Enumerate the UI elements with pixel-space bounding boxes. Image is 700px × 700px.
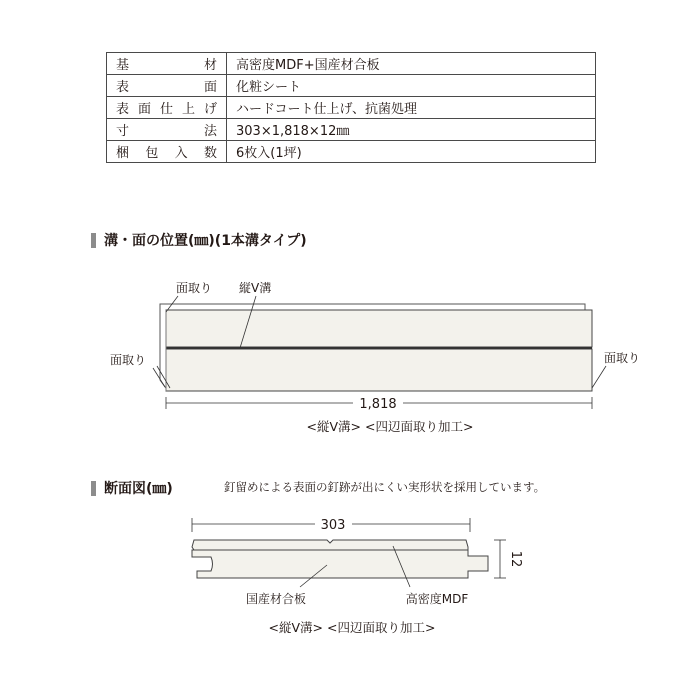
spec-value: 303×1,818×12㎜	[227, 119, 596, 141]
spec-label: 表面	[107, 75, 227, 97]
spec-value: 化粧シート	[227, 75, 596, 97]
mdf-layer	[192, 540, 468, 550]
length-value: 1,818	[359, 397, 397, 412]
label-plywood: 国産材合板	[245, 592, 307, 606]
cross-section-note: 釘留めによる表面の釘跡が出にくい実形状を採用しています。	[224, 480, 546, 494]
spec-label: 梱包入数	[107, 141, 227, 163]
section-diagram-caption: <縦V溝> <四辺面取り加工>	[268, 620, 436, 635]
spec-label: 寸法	[107, 119, 227, 141]
label-chamfer-top: 面取り	[176, 281, 213, 295]
spec-value: 高密度MDF+国産材合板	[227, 53, 596, 75]
plank-top-view	[160, 304, 592, 391]
plank-upper-half	[166, 310, 592, 347]
label-chamfer-left: 面取り	[110, 353, 147, 367]
label-chamfer-right: 面取り	[604, 351, 641, 365]
spec-value: ハードコート仕上げ、抗菌処理	[227, 97, 596, 119]
plank-lower-half	[166, 349, 592, 391]
thickness-dimension	[494, 540, 506, 578]
cross-section-title-text: 断面図(㎜)	[104, 481, 173, 497]
spec-value: 6枚入(1坪)	[227, 141, 596, 163]
top-diagram-caption: <縦V溝> <四辺面取り加工>	[306, 419, 474, 434]
width-value: 303	[320, 518, 346, 533]
label-mdf: 高密度MDF	[405, 592, 469, 606]
groove-position-title-text: 溝・面の位置(㎜)(1本溝タイプ)	[104, 233, 307, 249]
label-v-groove: 縦V溝	[239, 281, 272, 295]
plywood-layer	[192, 550, 488, 578]
thickness-value: 12	[508, 550, 523, 568]
spec-label: 表面仕上げ	[107, 97, 227, 119]
leader-chamfer-right	[592, 366, 606, 388]
spec-label: 基材	[107, 53, 227, 75]
